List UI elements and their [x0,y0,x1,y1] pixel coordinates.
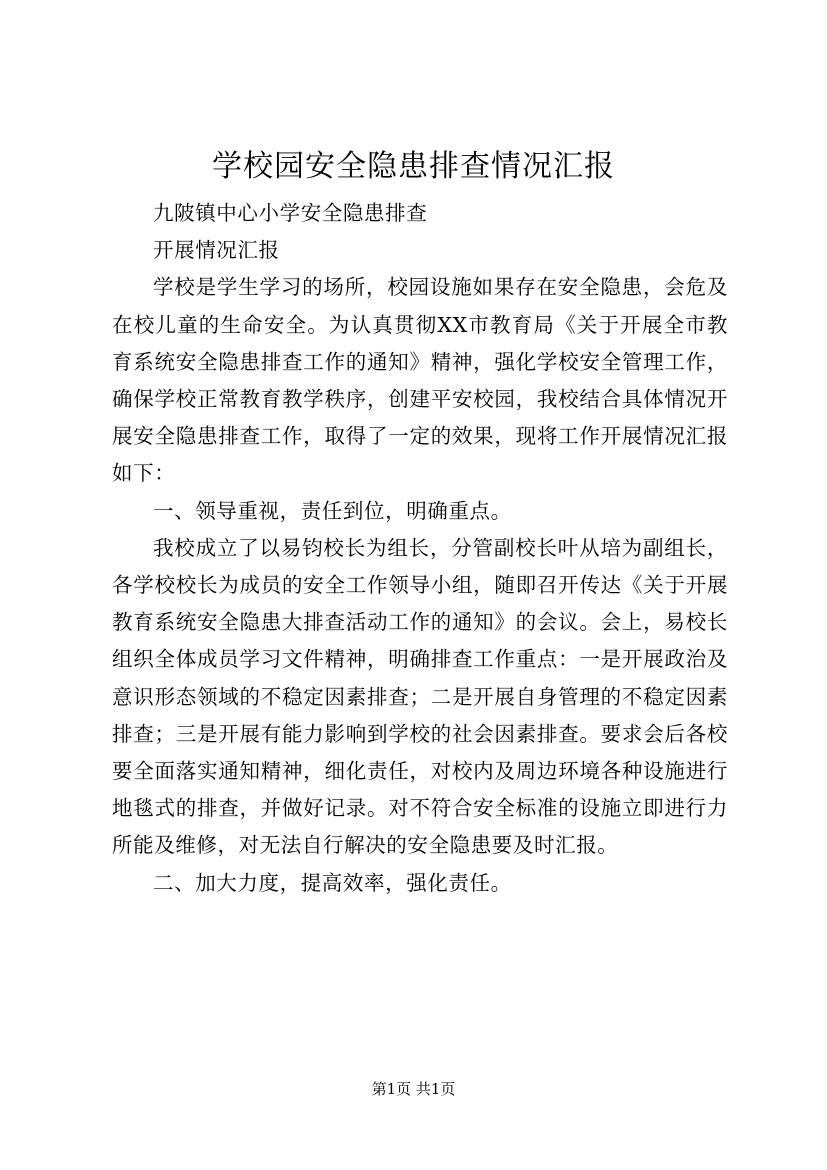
section-1-paragraph: 我校成立了以易钧校长为组长，分管副校长叶从培为副组长，各学校校长为成员的安全工作领导小组，随即召开传达《关于开展教育系统安全隐患大排查活动工作的通知》的会议。会上，易校长组织全体成员学习文件精神，明确排查工作重点：一是开展政治及意识形态领域的不稳定因素排查；二是开展自身管理的不稳定因素排查；三是开展有能力影响到学校的社会因素排查。要求会后各校要全面落实通知精神，细化责任，对校内及周边环境各种设施进行地毯式的排查，并做好记录。对不符合安全标准的设施立即进行力所能及维修，对无法自行解决的安全隐患要及时汇报。 [112,535,728,858]
document-body [112,195,728,902]
section-heading-2: 二、加大力度，提高效率，强化责任。 [153,870,512,895]
document-title: 学校园安全隐患排查情况汇报 [212,149,615,184]
subtitle-line-1: 九陂镇中心小学安全隐患排查 [153,201,428,225]
section-heading-1: 一、领导重视，责任到位，明确重点。 [153,498,512,523]
subtitle-line-2: 开展情况汇报 [153,238,280,263]
intro-paragraph: 学校是学生学习的场所，校园设施如果存在安全隐患，会危及在校儿童的生命安全。为认真贯彻XX市教育局《关于开展全市教育系统安全隐患排查工作的通知》精神，强化学校安全管理工作，确保学校正常教育教学秩序，创建平安校园，我校结合具体情况开展安全隐患排查工作，取得了一定的效果，现将工作开展情况汇报如下： [112,275,728,486]
page-footer: 第1页 共1页 [371,1080,456,1098]
